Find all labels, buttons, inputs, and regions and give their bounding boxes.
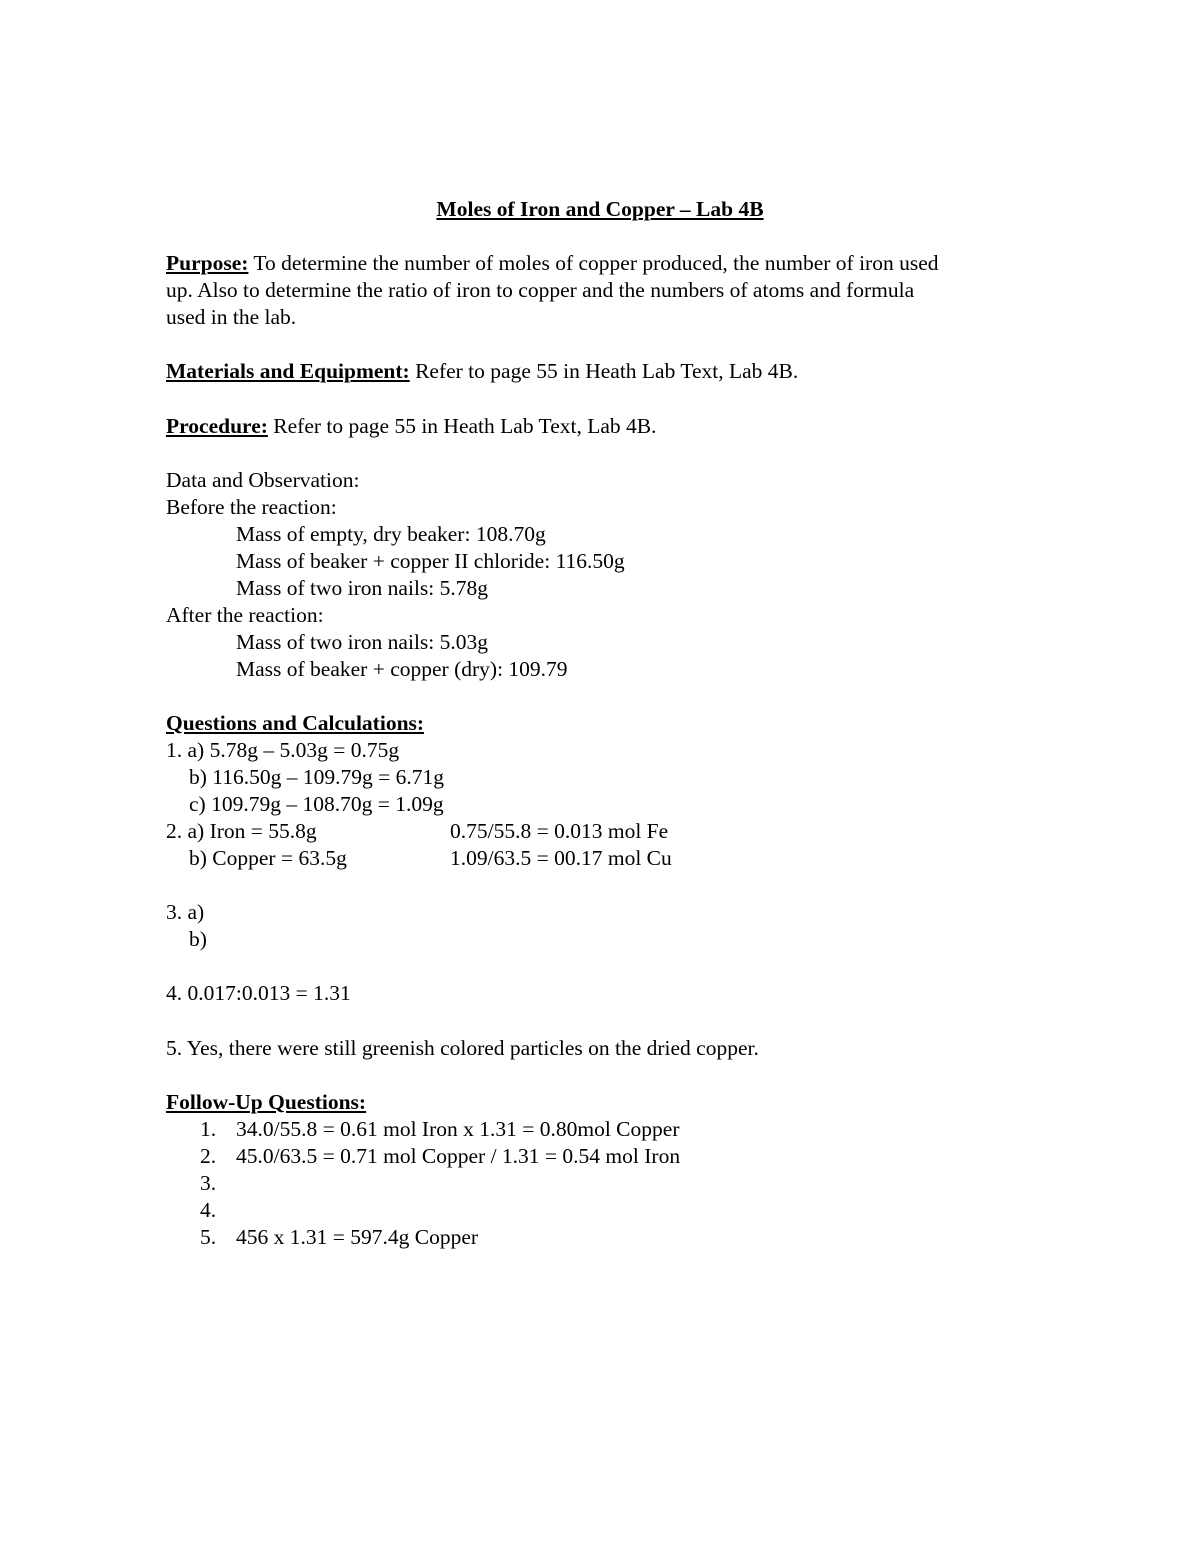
q2a-left: 2. a) Iron = 55.8g [166, 819, 317, 843]
after-item-1: Mass of two iron nails: 5.03g [236, 630, 489, 654]
followup-text-2: 45.0/63.5 = 0.71 mol Copper / 1.31 = 0.54 mol Iron [236, 1144, 681, 1168]
purpose-line-1 [166, 250, 939, 277]
purpose-label: Purpose: [166, 251, 249, 275]
q1c: c) 109.79g – 108.70g = 1.09g [189, 792, 444, 816]
procedure-text: Refer to page 55 in Heath Lab Text, Lab 4B. [267, 414, 657, 438]
purpose-text-2: up. Also to determine the ratio of iron to copper and the numbers of atoms and formula [166, 278, 915, 302]
q1a: 1. a) 5.78g – 5.03g = 0.75g [166, 738, 400, 762]
after-label: After the reaction: [166, 603, 324, 627]
q2b-right: 1.09/63.5 = 00.17 mol Cu [450, 846, 672, 870]
before-item-1: Mass of empty, dry beaker: 108.70g [236, 522, 546, 546]
q2b-left: b) Copper = 63.5g [189, 846, 347, 870]
materials-label: Materials and Equipment: [166, 359, 410, 383]
questions-label: Questions and Calculations: [166, 711, 425, 735]
q4: 4. 0.017:0.013 = 1.31 [166, 981, 351, 1005]
procedure-line [166, 413, 656, 440]
before-label: Before the reaction: [166, 495, 337, 519]
q3a: 3. a) [166, 900, 205, 924]
purpose-text-3: used in the lab. [166, 305, 297, 329]
materials-line [166, 358, 798, 385]
q1b: b) 116.50g – 109.79g = 6.71g [189, 765, 444, 789]
materials-text: Refer to page 55 in Heath Lab Text, Lab 4B. [409, 359, 799, 383]
followup-num-3: 3. [200, 1171, 217, 1195]
q5: 5. Yes, there were still greenish colored particles on the dried copper. [166, 1036, 759, 1060]
followup-text-1: 34.0/55.8 = 0.61 mol Iron x 1.31 = 0.80mol Copper [236, 1117, 680, 1141]
followup-num-4: 4. [200, 1198, 217, 1222]
data-heading: Data and Observation: [166, 468, 360, 492]
before-item-3: Mass of two iron nails: 5.78g [236, 576, 489, 600]
q3b: b) [189, 927, 207, 951]
followup-num-2: 2. [200, 1144, 217, 1168]
followup-num-5: 5. [200, 1225, 217, 1249]
purpose-text-1: To determine the number of moles of copper produced, the number of iron used [248, 251, 939, 275]
followup-label: Follow-Up Questions: [166, 1090, 367, 1114]
followup-num-1: 1. [200, 1117, 217, 1141]
q2a-right: 0.75/55.8 = 0.013 mol Fe [450, 819, 669, 843]
followup-text-5: 456 x 1.31 = 597.4g Copper [236, 1225, 479, 1249]
page-title: Moles of Iron and Copper – Lab 4B [436, 197, 764, 221]
before-item-2: Mass of beaker + copper II chloride: 116.50g [236, 549, 625, 573]
after-item-2: Mass of beaker + copper (dry): 109.79 [236, 657, 568, 681]
procedure-label: Procedure: [166, 414, 268, 438]
